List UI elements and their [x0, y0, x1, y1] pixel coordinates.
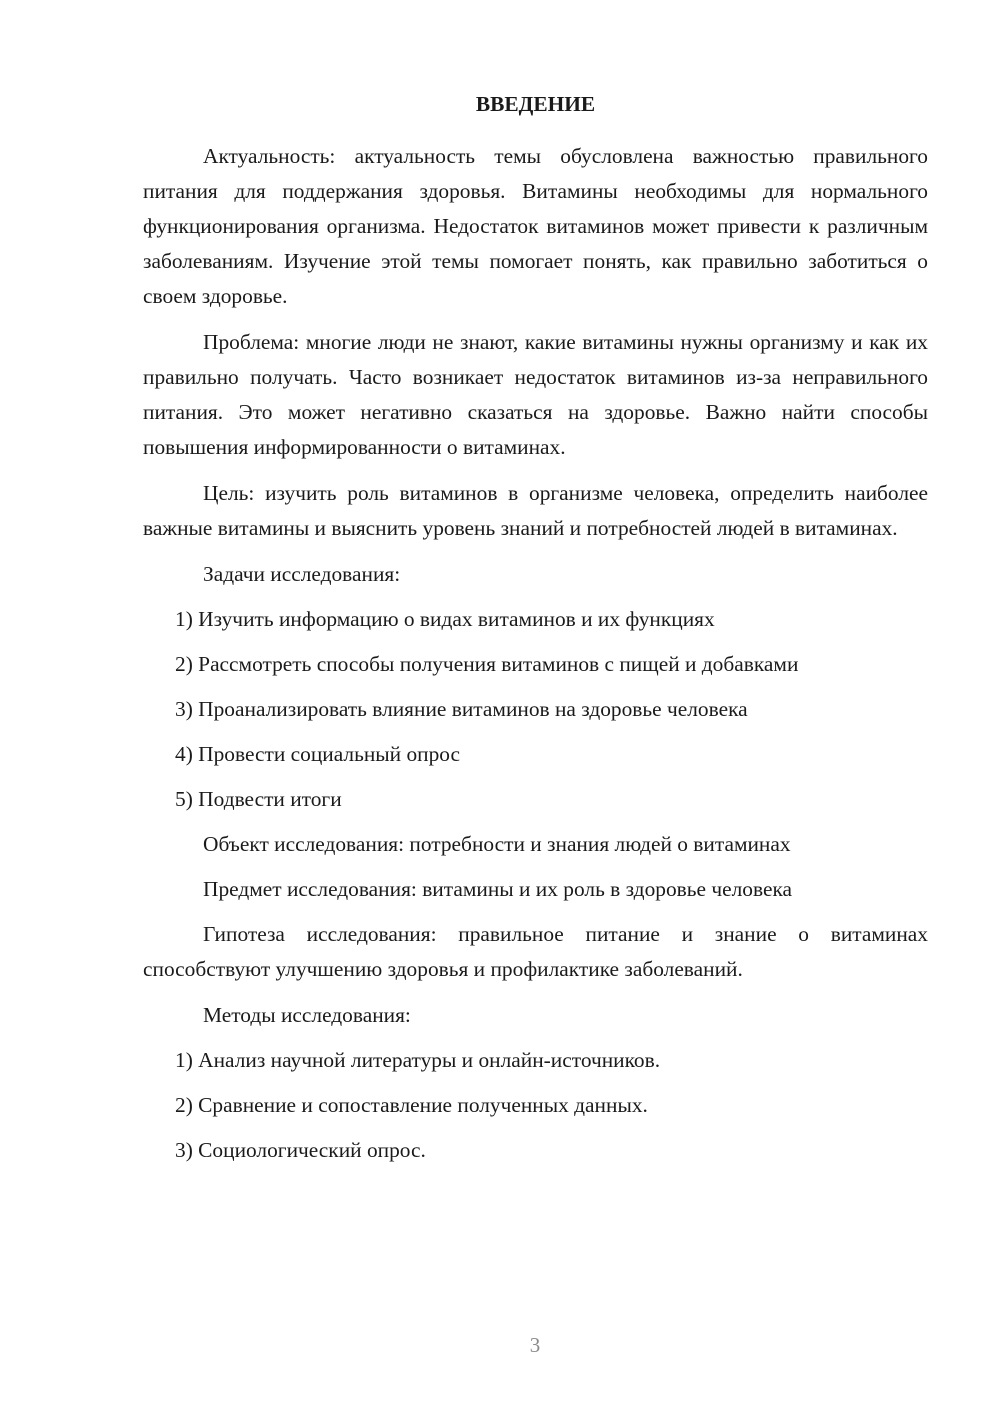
task-item: 2) Рассмотреть способы получения витаминов с пищей и добавками — [175, 651, 799, 676]
method-item: 2) Сравнение и сопоставление полученных данных. — [175, 1092, 648, 1117]
task-item: 1) Изучить информацию о видах витаминов и их функциях — [175, 606, 715, 631]
document-page — [143, 92, 928, 1178]
problem-paragraph: Проблема: многие люди не знают, какие витамины нужны организму и как их правильно получать. Часто возникает недостаток витаминов из-за неправильного питания. Это может негативно сказаться на здоровье. Важно найти способы повышения информированности о витаминах. — [143, 329, 928, 459]
task-item: 5) Подвести итоги — [175, 786, 342, 811]
section-title: ВВЕДЕНИЕ — [475, 92, 596, 116]
methods-heading: Методы исследования: — [203, 1002, 411, 1027]
task-item: 4) Провести социальный опрос — [175, 741, 461, 766]
goal-paragraph: Цель: изучить роль витаминов в организме человека, определить наиболее важные витамины и выяснить уровень знаний и потребностей людей в витаминах. — [143, 480, 928, 540]
research-object: Объект исследования: потребности и знания людей о витаминах — [203, 831, 791, 856]
task-item: 3) Проанализировать влияние витаминов на здоровье человека — [175, 696, 748, 721]
tasks-heading: Задачи исследования: — [203, 561, 401, 586]
page-number: 3 — [529, 1333, 541, 1357]
tasks-list — [143, 602, 928, 817]
method-item: 3) Социологический опрос. — [175, 1137, 426, 1162]
hypothesis-paragraph: Гипотеза исследования: правильное питание и знание о витаминах способствуют улучшению здоровья и профилактике заболеваний. — [143, 921, 928, 981]
relevance-paragraph: Актуальность: актуальность темы обусловлена важностью правильного питания для поддержания здоровья. Витамины необходимы для нормального функционирования организма. Недостаток витаминов может привести к различным заболеваниям. Изучение этой темы помогает понять, как правильно заботиться о своем здоровье. — [143, 143, 928, 308]
methods-list — [143, 1043, 928, 1168]
method-item: 1) Анализ научной литературы и онлайн-источников. — [175, 1047, 661, 1072]
research-subject: Предмет исследования: витамины и их роль в здоровье человека — [203, 876, 793, 901]
